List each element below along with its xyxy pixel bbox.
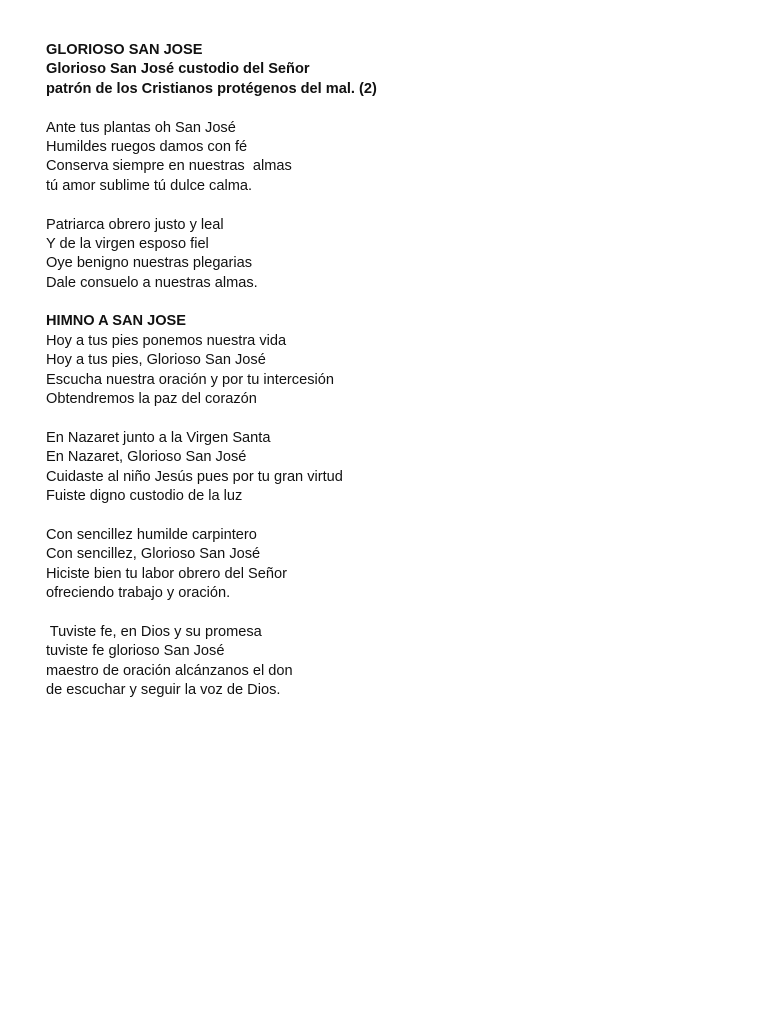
verse-line: Y de la virgen esposo fiel (46, 235, 209, 252)
stanza-gap (46, 506, 726, 525)
verse-line: Obtendremos la paz del corazón (46, 391, 257, 408)
verse-line: ofreciendo trabajo y oración. (46, 584, 231, 601)
verse-line: Cuidaste al niño Jesús pues por tu gran virtud (46, 468, 343, 485)
hymn-stanza (46, 526, 726, 604)
verse-line: Humildes ruegos damos con fé (46, 138, 248, 155)
document-page (46, 41, 726, 700)
stanza-gap (46, 409, 726, 428)
verse-line: Tuviste fe, en Dios y su promesa (46, 623, 262, 640)
stanza-gap (46, 196, 726, 215)
verse-line: tuviste fe glorioso San José (46, 643, 225, 660)
refrain-line: patrón de los Cristianos protégenos del mal. (2) (46, 80, 377, 97)
title-block (46, 41, 726, 99)
verse-line: En Nazaret, Glorioso San José (46, 449, 247, 466)
verse-line: Hoy a tus pies ponemos nuestra vida (46, 332, 287, 349)
hymn-stanza (46, 623, 726, 701)
stanza-gap (46, 293, 726, 312)
verse-line: Dale consuelo a nuestras almas. (46, 274, 258, 291)
verse-line: maestro de oración alcánzanos el don (46, 662, 293, 679)
verse-line: Fuiste digno custodio de la luz (46, 487, 243, 504)
verse-line: Ante tus plantas oh San José (46, 119, 236, 136)
verse-line: Patriarca obrero justo y leal (46, 216, 224, 233)
verse-line: de escuchar y seguir la voz de Dios. (46, 681, 281, 698)
hymn-title: HIMNO A SAN JOSE (46, 313, 187, 330)
hymn-stanza (46, 312, 726, 409)
stanza-gap (46, 99, 726, 118)
verse-line: Con sencillez humilde carpintero (46, 526, 257, 543)
verse-line: tú amor sublime tú dulce calma. (46, 177, 253, 194)
stanza (46, 119, 726, 197)
verse-line: Hiciste bien tu labor obrero del Señor (46, 565, 287, 582)
refrain-line: Glorioso San José custodio del Señor (46, 61, 310, 78)
verse-line: Oye benigno nuestras plegarias (46, 255, 253, 272)
stanza-gap (46, 603, 726, 622)
song-title: GLORIOSO SAN JOSE (46, 42, 203, 58)
verse-line: Con sencillez, Glorioso San José (46, 546, 261, 563)
verse-line: Conserva siempre en nuestras almas (46, 158, 292, 175)
verse-line: Escucha nuestra oración y por tu intercesión (46, 371, 334, 388)
verse-line: En Nazaret junto a la Virgen Santa (46, 429, 271, 446)
verse-line: Hoy a tus pies, Glorioso San José (46, 352, 266, 369)
stanza (46, 216, 726, 294)
hymn-stanza (46, 429, 726, 507)
